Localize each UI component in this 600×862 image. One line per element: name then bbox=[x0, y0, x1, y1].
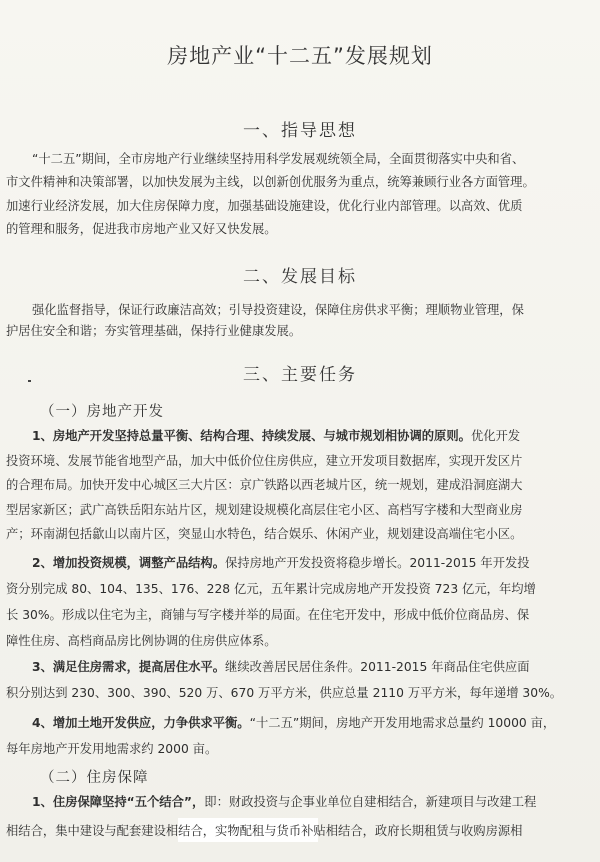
text-line: 相结合，集中建设与配套建设相结合，实物配租与货币补贴相结合，政府长期租赁与收购房源相 bbox=[6, 824, 523, 838]
text-line: 1、住房保障坚持“五个结合”，即：财政投资与企事业单位自建相结合，新建项目与改建工程 bbox=[32, 795, 537, 809]
text-line: 3、满足住房需求，提高居住水平。继续改善居民居住条件。2011-2015 年商品住宅供应面 bbox=[32, 660, 530, 674]
text-line: 积分别达到 230、300、390、520 万、670 万平方米，供应总量 2110 万平方米，每年递增 30%。 bbox=[6, 686, 563, 700]
text-line: “十二五”期间，全市房地产行业继续坚持用科学发展观统领全局，全面贯彻落实中央和省、 bbox=[32, 152, 525, 166]
text-line: 1、房地产开发坚持总量平衡、结构合理、持续发展、与城市规划相协调的原则。优化开发 bbox=[32, 429, 521, 443]
task-lead-text: 2、增加投资规模，调整产品结构。 bbox=[32, 556, 226, 570]
task-item-2 bbox=[6, 550, 594, 654]
task-lead-text: 4、增加土地开发供应，力争供求平衡。 bbox=[32, 716, 250, 730]
task-lead-text: 1、房地产开发坚持总量平衡、结构合理、持续发展、与城市规划相协调的原则。 bbox=[32, 429, 471, 443]
section-heading-guiding-ideology: 一、指导思想 bbox=[243, 121, 357, 141]
text-line: 产；环南湖包括歙山以南片区，突显山水特色，结合娱乐、休闲产业，规划建设高端住宅小区。 bbox=[6, 527, 523, 542]
text-line: 每年房地产开发用地需求约 2000 亩。 bbox=[6, 742, 218, 756]
text-line: 的合理布局。加快开发中心城区三大片区：京广铁路以西老城片区，统一规划，建成沿洞庭湖大 bbox=[6, 478, 523, 493]
text-line: 型居家新区；武广高铁岳阳东站片区，规划建设规模化高层住宅小区、高档写字楼和大型商业房 bbox=[6, 502, 523, 517]
subsection-heading-housing-security: （二）住房保障 bbox=[40, 770, 149, 786]
text-line: 长 30%。形成以住宅为主，商铺与写字楼并举的局面。在住宅开发中，形成中低价位商品房、保 bbox=[6, 608, 530, 622]
section-heading-development-goals: 二、发展目标 bbox=[243, 267, 357, 287]
document-title: 房地产业“十二五”发展规划 bbox=[167, 44, 433, 68]
text-line: 护居住安全和谐；夯实管理基础，保持行业健康发展。 bbox=[6, 324, 302, 338]
text-line: 市文件精神和决策部署，以加快发展为主线，以创新创优服务为重点，统筹兼顾行业各方面管理。 bbox=[6, 175, 535, 190]
scan-mark bbox=[28, 380, 31, 382]
text-line: 资分别完成 80、104、135、176、228 亿元，五年累计完成房地产开发投资 723 亿元，年均增 bbox=[6, 582, 536, 596]
text-line: 的管理和服务，促进我市房地产业又好又快发展。 bbox=[6, 222, 277, 237]
text-line: 4、增加土地开发供应，力争供求平衡。“十二五”期间，房地产开发用地需求总量约 10000 亩， bbox=[32, 716, 556, 730]
section-heading-main-tasks: 三、主要任务 bbox=[243, 365, 357, 385]
text-line: 投资环境、发展节能省地型产品，加大中低价位住房供应，建立开发项目数据库，实现开发区片 bbox=[6, 453, 523, 468]
text-line: 加速行业经济发展，加大住房保障力度，加强基础设施建设，优化行业内部管理。以高效、优质 bbox=[6, 198, 523, 213]
task-item-4 bbox=[6, 710, 594, 762]
paragraph-development-goals bbox=[6, 300, 594, 342]
text-line: 强化监督指导，保证行政廉洁高效；引导投资建设，保障住房供求平衡；理顺物业管理，保 bbox=[32, 303, 524, 317]
text-line: 障性住房、高档商品房比例协调的住房供应体系。 bbox=[6, 634, 277, 648]
task-item-1 bbox=[6, 424, 594, 547]
text-line: 2、增加投资规模，调整产品结构。保持房地产开发投资将稳步增长。2011-2015 年开发投 bbox=[32, 556, 530, 570]
task-lead-text: 1、住房保障坚持“五个结合”， bbox=[32, 795, 205, 809]
paragraph-guiding-ideology bbox=[6, 148, 594, 242]
subsection-heading-real-estate-development: （一）房地产开发 bbox=[40, 404, 164, 420]
task-lead-text: 3、满足住房需求，提高居住水平。 bbox=[32, 660, 226, 674]
task-item-3 bbox=[6, 654, 594, 706]
housing-item-1 bbox=[6, 788, 594, 846]
